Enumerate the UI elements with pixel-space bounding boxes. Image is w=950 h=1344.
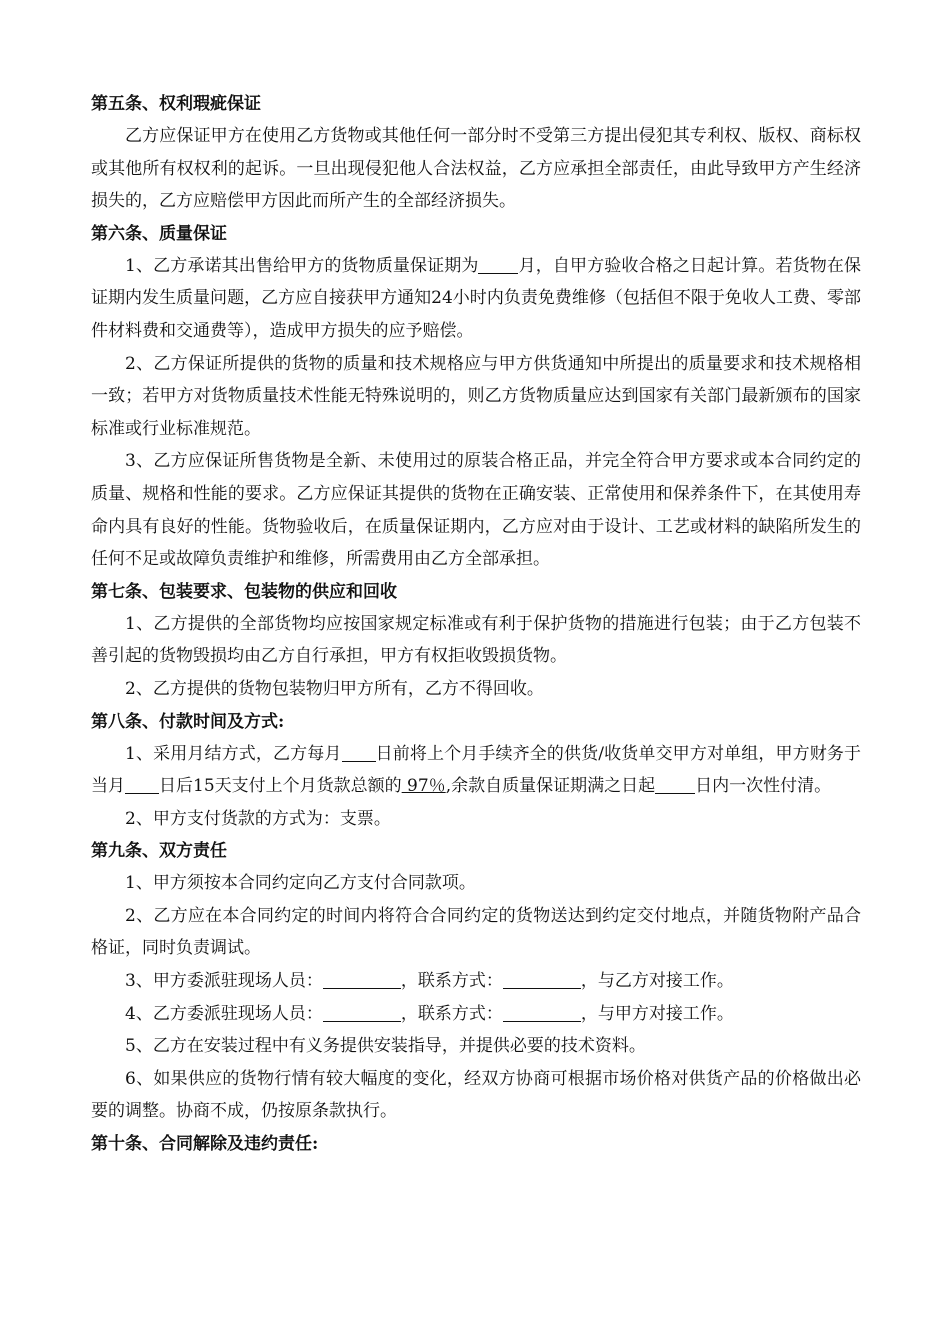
section-8-text-a: 1、采用月结方式，乙方每月 [125, 743, 342, 764]
payment-day-blank [125, 775, 159, 794]
section-6-para-2: 2、乙方保证所提供的货物的质量和技术规格应与甲方供货通知中所提出的质量要求和技术规格相一致；若甲方对货物质量技术性能无特殊说明的，则乙方货物质量应达到国家有关部门最新颁布的国家标准或行业标准规范。 [91, 353, 861, 439]
section-9-para-5: 5、乙方在安装过程中有义务提供安装指导，并提供必要的技术资料。 [125, 1036, 646, 1057]
party-a-tail: ，与乙方对接工作。 [580, 971, 734, 992]
party-b-staff-blank [323, 1003, 401, 1022]
section-8-text-c: 日后15天支付上个月货款总额的 [159, 776, 402, 797]
section-7-para-2: 2、乙方提供的货物包装物归甲方所有，乙方不得回收。 [125, 678, 544, 699]
section-9-para-2: 2、乙方应在本合同约定的时间内将符合合同约定的货物送达到约定交付地点，并随货物附产品合格证，同时负责调试。 [91, 905, 861, 959]
section-6-para-3: 3、乙方应保证所售货物是全新、未使用过的原装合格正品，并完全符合甲方要求或本合同约定的质量、规格和性能的要求。乙方应保证其提供的货物在正确安装、正常使用和保养条件下，在其使用寿命内具有良好的性能。货物验收后，在质量保证期内，乙方应对由于设计、工艺或材料的缺陷所发生的任何不足或故障负责维护和维修，所需费用由乙方全部承担。 [91, 451, 861, 570]
section-8-title: 第八条、付款时间及方式: [91, 711, 285, 732]
party-b-contact-label: ，联系方式： [400, 1003, 503, 1024]
section-8-text-d: ,余款自质量保证期满之日起 [445, 776, 656, 797]
section-9-title: 第九条、双方责任 [91, 841, 227, 862]
party-b-staff-label: 4、乙方委派驻现场人员： [125, 1003, 323, 1024]
section-9-para-4 [91, 998, 861, 1031]
balance-days-blank [655, 775, 681, 794]
party-b-contact-blank [503, 1003, 581, 1022]
section-8-text-b: 日前将上个月手续齐全的供货/收货单交甲方对单组，甲方财务于当月 [91, 743, 861, 797]
section-6-para-1-text-a: 1、乙方承诺其出售给甲方的货物质量保证期为 [125, 255, 479, 276]
warranty-months-blank [478, 255, 518, 274]
contract-page [91, 88, 861, 1160]
party-a-contact-label: ，联系方式： [400, 971, 503, 992]
section-6-para-1 [91, 250, 861, 348]
section-9-para-1: 1、甲方须按本合同约定向乙方支付合同款项。 [125, 873, 476, 894]
section-6-title: 第六条、质量保证 [91, 223, 227, 244]
monthly-day-blank [342, 743, 376, 762]
section-5-para-1: 乙方应保证甲方在使用乙方货物或其他任何一部分时不受第三方提出侵犯其专利权、版权、商标权或其他所有权权利的起诉。一旦出现侵犯他人合法权益，乙方应承担全部责任，由此导致甲方产生经济损失的，乙方应赔偿甲方因此而所产生的全部经济损失。 [91, 126, 861, 212]
section-9-para-6: 6、如果供应的货物行情有较大幅度的变化，经双方协商可根据市场价格对供货产品的价格做出必要的调整。协商不成，仍按原条款执行。 [91, 1068, 861, 1122]
party-a-contact-blank [503, 970, 581, 989]
section-8-para-2: 2、甲方支付货款的方式为：支票。 [125, 808, 391, 829]
party-a-staff-blank [323, 970, 401, 989]
section-8-para-1 [91, 738, 861, 803]
section-7-title: 第七条、包装要求、包装物的供应和回收 [91, 581, 397, 602]
section-6-para-1-text-b: 月，自甲方验收合格之日起计算。若货物在保证期内发生质量问题，乙方应自接获甲方通知24小时内负责免费维修（包括但不限于免收人工费、零部件材料费和交通费等），造成甲方损失的应予赔偿。 [91, 255, 861, 341]
section-9-para-3 [91, 965, 861, 998]
party-a-staff-label: 3、甲方委派驻现场人员： [125, 971, 323, 992]
payment-percentage: 97％ [401, 776, 446, 797]
section-5-title: 第五条、权利瑕疵保证 [91, 94, 261, 114]
party-b-tail: ，与甲方对接工作。 [580, 1003, 734, 1024]
balance-days-blank-cont [681, 775, 695, 794]
section-10-title: 第十条、合同解除及违约责任: [91, 1134, 319, 1155]
section-8-text-e: 日内一次性付清。 [695, 776, 832, 797]
section-7-para-1: 1、乙方提供的全部货物均应按国家规定标准或有利于保护货物的措施进行包装；由于乙方包装不善引起的货物毁损均由乙方自行承担，甲方有权拒收毁损货物。 [91, 613, 861, 667]
